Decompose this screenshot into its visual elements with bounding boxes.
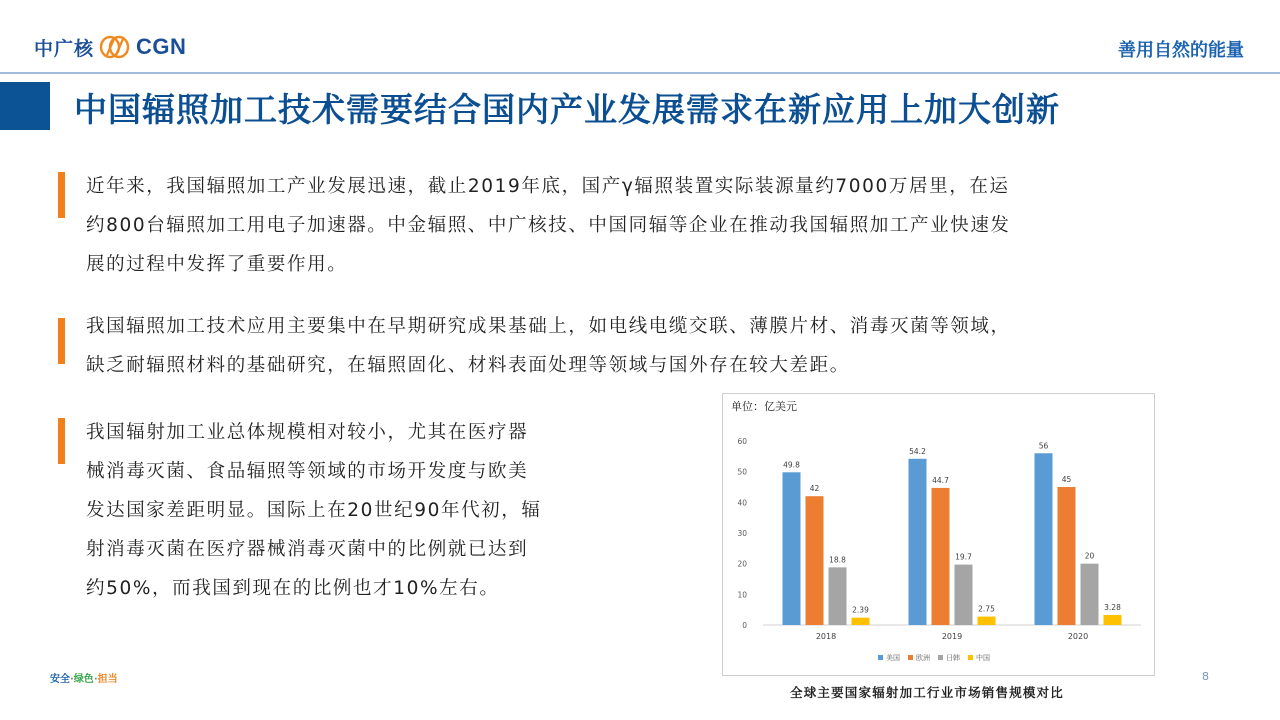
para3-line-4: 射消毒灭菌在医疗器械消毒灭菌中的比例就已达到 — [86, 539, 529, 560]
chart-frame — [722, 393, 1155, 676]
legend-label: 美国 — [886, 654, 900, 662]
data-label: 2.39 — [852, 605, 869, 615]
bar-2020-欧洲 — [1058, 487, 1076, 625]
x-tick-label: 2018 — [815, 632, 837, 641]
bar-2018-中国 — [852, 618, 870, 625]
slogan: 善用自然的能量 — [1118, 40, 1244, 61]
bar-chart — [723, 394, 1154, 675]
bar-2019-欧洲 — [932, 488, 950, 625]
para2-line-1: 我国辐照加工技术应用主要集中在早期研究成果基础上，如电线电缆交联、薄膜片材、消毒灭菌等领域， — [86, 316, 1011, 337]
paragraph-2 — [86, 307, 1011, 385]
slide-title: 中国辐照加工技术需要结合国内产业发展需求在新应用上加大创新 — [74, 90, 1060, 129]
bar-2018-欧洲 — [806, 496, 824, 625]
para1-accent-bar — [58, 172, 65, 218]
paragraph-3 — [86, 413, 541, 608]
legend-swatch-欧洲 — [908, 655, 913, 660]
y-tick-label: 0 — [742, 621, 747, 630]
data-label: 56 — [1038, 441, 1049, 451]
bar-2019-中国 — [978, 617, 996, 625]
data-label: 49.8 — [783, 460, 800, 470]
para3-line-2: 械消毒灭菌、食品辐照等领域的市场开发度与欧美 — [86, 461, 529, 482]
data-label: 2.75 — [978, 604, 995, 614]
bar-2019-日韩 — [955, 565, 973, 625]
para1-line-2: 约800台辐照加工用电子加速器。中金辐照、中广核技、中国同辐等企业在推动我国辐照加工产业快速发 — [86, 215, 1011, 236]
bar-2018-美国 — [783, 472, 801, 625]
data-label: 54.2 — [909, 446, 926, 456]
para3-line-3: 发达国家差距明显。国际上在20世纪90年代初，辐 — [86, 500, 542, 521]
y-tick-label: 50 — [737, 467, 747, 477]
paragraph-1 — [86, 167, 1011, 284]
legend-label: 中国 — [976, 654, 990, 662]
tagline-green: 绿色 — [73, 674, 94, 685]
para3-accent-bar — [58, 418, 65, 464]
para1-line-3: 展的过程中发挥了重要作用。 — [86, 254, 348, 275]
para3-line-1: 我国辐射加工业总体规模相对较小，尤其在医疗器 — [86, 422, 529, 443]
title-accent-bar — [0, 82, 50, 130]
bar-2018-日韩 — [829, 567, 847, 625]
logo-chinese-text: 中广核 — [34, 37, 95, 60]
data-label: 18.8 — [829, 555, 846, 565]
logo-english-text: CGN — [136, 34, 187, 59]
legend-swatch-日韩 — [938, 655, 943, 660]
chart-unit-label: 单位：亿美元 — [731, 400, 797, 413]
tagline-safety: 安全 — [50, 674, 70, 685]
x-tick-label: 2019 — [941, 632, 963, 641]
y-tick-label: 40 — [737, 498, 747, 508]
footer-tagline — [50, 670, 118, 685]
chart-caption: 全球主要国家辐射加工行业市场销售规模对比 — [790, 685, 1065, 700]
y-tick-label: 20 — [737, 559, 747, 569]
legend-label: 日韩 — [946, 654, 960, 662]
para3-line-5: 约50%，而我国到现在的比例也才10%左右。 — [86, 578, 500, 599]
cgn-logo — [34, 30, 186, 64]
tagline-dot-1: · — [70, 674, 74, 685]
page-number: 8 — [1202, 670, 1209, 683]
cgn-emblem-icon — [98, 34, 132, 60]
data-label: 3.28 — [1104, 602, 1121, 612]
para1-line-1: 近年来，我国辐照加工产业发展迅速，截止2019年底，国产γ辐照装置实际装源量约7000万居里，在运 — [86, 176, 1010, 197]
para2-line-2: 缺乏耐辐照材料的基础研究，在辐照固化、材料表面处理等领域与国外存在较大差距。 — [86, 355, 850, 376]
x-tick-label: 2020 — [1067, 632, 1089, 641]
data-label: 45 — [1061, 475, 1072, 484]
tagline-responsibility: 担当 — [97, 674, 118, 685]
y-tick-label: 10 — [737, 590, 747, 600]
header-divider — [0, 72, 1280, 74]
y-tick-label: 30 — [737, 529, 747, 538]
bar-2020-日韩 — [1081, 564, 1099, 625]
data-label: 42 — [809, 484, 820, 494]
para2-accent-bar — [58, 318, 65, 364]
bar-2020-美国 — [1035, 453, 1053, 625]
bar-2020-中国 — [1104, 615, 1122, 625]
data-label: 19.7 — [955, 552, 972, 562]
legend-swatch-美国 — [878, 655, 883, 660]
data-label: 20 — [1084, 551, 1095, 561]
bar-2019-美国 — [909, 459, 927, 625]
data-label: 44.7 — [932, 475, 949, 485]
legend-label: 欧洲 — [916, 654, 930, 662]
legend-swatch-中国 — [968, 655, 973, 660]
tagline-dot-2: · — [93, 674, 98, 685]
y-tick-label: 60 — [737, 437, 747, 446]
